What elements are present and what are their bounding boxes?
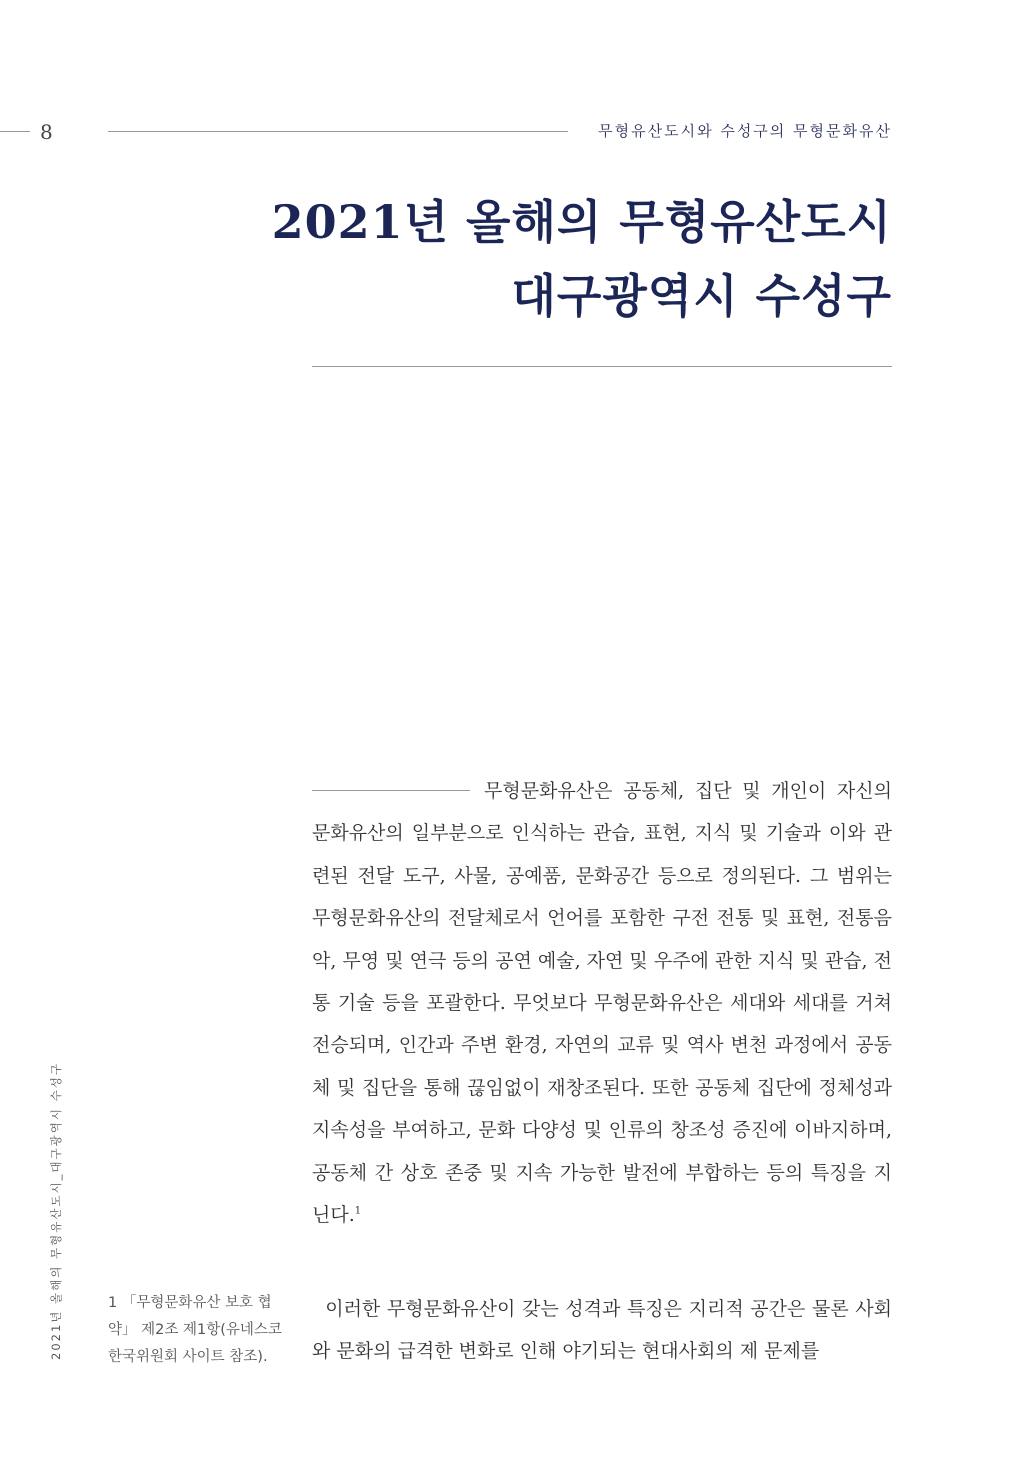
title-rule xyxy=(312,366,892,367)
running-header: 무형유산도시와 수성구의 무형문화유산 xyxy=(598,122,892,140)
header-left-rule xyxy=(0,131,30,132)
header-rule xyxy=(108,131,568,132)
paragraph-1 xyxy=(312,770,892,1236)
page-number: 8 xyxy=(40,120,53,144)
title-line-1: 2021년 올해의 무형유산도시 xyxy=(271,195,892,249)
body-text xyxy=(312,770,892,1236)
title-line-2: 대구광역시 수성구 xyxy=(511,269,892,323)
paragraph-1-text: 무형문화유산은 공동체, 집단 및 개인이 자신의 문화유산의 일부분으로 인식하는 관습, 표현, 지식 및 기술과 이와 관련된 전달 도구, 사물, 공예품, 문화공간 등으로 정의된다. 그 범위는 무형문화유산의 전달체로서 언어를 포함한 구전 전통 및 표현, 전통음악, 무영 및 연극 등의 공연 예술, 자연 및 우주에 관한 지식 및 관습, 전통 기술 등을 포괄한다. 무엇보다 무형문화유산은 세대와 세대를 거쳐 전승되며, 인간과 주변 환경, 자연의 교류 및 역사 변천 과정에서 공동체 및 집단을 통해 끊임없이 재창조된다. 또한 공동체 집단에 정체성과 지속성을 부여하고, 문화 다양성 및 인류의 창조성 증진에 이바지하며, 공동체 간 상호 존중 및 지속 가능한 발전에 부합하는 등의 특징을 지닌다. xyxy=(312,780,892,1227)
footnote-ref: 1 xyxy=(354,1205,362,1217)
side-running-title: 2021년 올해의 무형유산도시_대구광역시 수성구 xyxy=(49,1062,63,1360)
footnote: 1 「무형문화유산 보호 협약」 제2조 제1항(유네스코 한국위원회 사이트 참조). xyxy=(108,1295,282,1365)
paragraph-2-text: 이러한 무형문화유산이 갖는 성격과 특징은 지리적 공간은 물론 사회와 문화의 급격한 변화로 인해 야기되는 현대사회의 제 문제를 xyxy=(312,1298,892,1363)
paragraph-2 xyxy=(312,1288,892,1373)
